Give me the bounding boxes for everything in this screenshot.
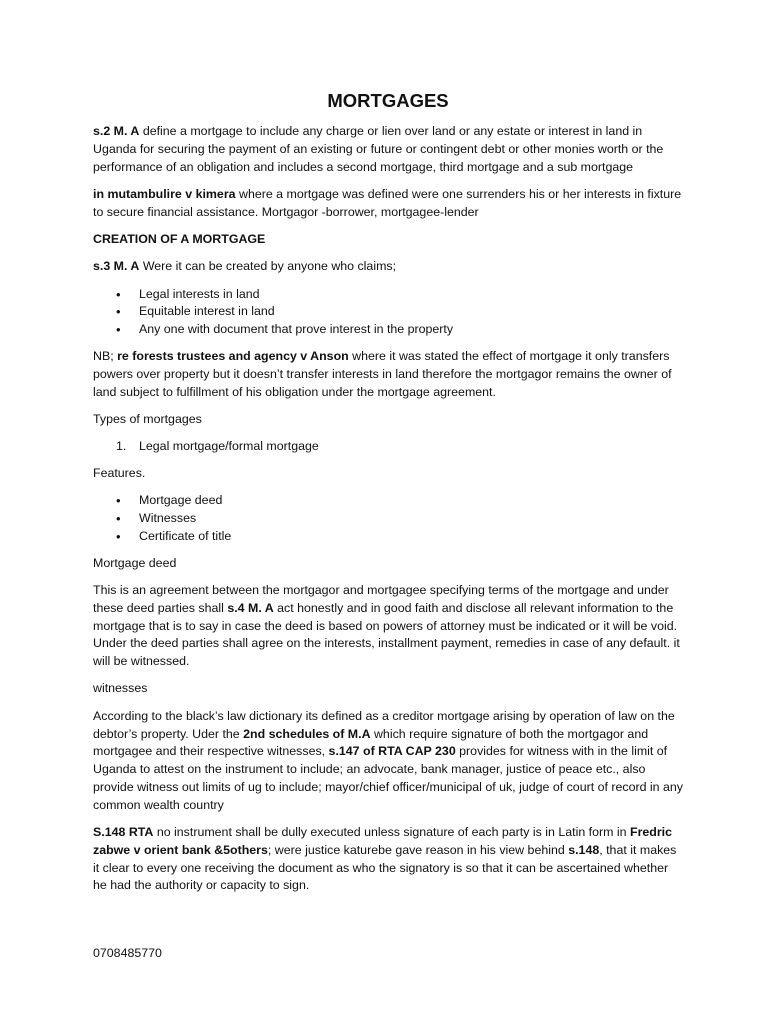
paragraph-text: define a mortgage to include any charge or lien over land or any estate or interest in land in Uganda for securing the payment of an existing or future or contingent debt or other monies worth or the performance of an obligation and includes a second mortgage, third mortgage and a sub mortgage	[93, 124, 664, 174]
list-item: • Witnesses	[139, 510, 683, 528]
paragraph-definition	[93, 123, 683, 176]
paragraph-witnesses: According to the black’s law dictionary its defined as a creditor mortgage arising by operation of law on the debtor’s property. Uder the 2nd schedules of M.A which require signature of both the mortgagor and mortgagee and their respective witnesses, s.147 of RTA CAP 230 provides for witness with in the limit of Uganda to attest on the instrument to include; an advocate, bank manager, justice of peace etc., also provide witness out limits of ug to include; mayor/chief officer/municipal of uk, judge of court of record in any common wealth country	[93, 708, 683, 812]
list-item: • Any one with document that prove interest in the property	[139, 321, 683, 339]
types-heading: Types of mortgages	[93, 411, 202, 426]
paragraph-case	[93, 186, 683, 222]
numbered-list-types	[93, 438, 683, 456]
citation: S.148 RTA	[93, 825, 154, 839]
paragraph-text: where a mortgage was defined were one surrenders his or her interests in fixture to secure financial assistance. Mortgagor -borrower, mortgagee-lender	[93, 186, 682, 219]
case-name: Fredric zabwe v orient bank &5others	[93, 825, 673, 857]
page-title: MORTGAGES	[327, 90, 449, 111]
footer-phone-number: 0708485770	[93, 946, 162, 960]
section-heading-creation: CREATION OF A MORTGAGE	[93, 231, 266, 246]
witnesses-heading: witnesses	[93, 681, 148, 696]
list-item: • Equitable interest in land	[139, 303, 683, 321]
paragraph-text: Were it can be created by anyone who claims;	[139, 259, 397, 274]
citation: s.4 M. A	[227, 600, 274, 615]
case-name: in mutambulire v kimera	[93, 186, 236, 201]
bullet-list-features	[93, 492, 683, 545]
features-heading: Features.	[93, 465, 146, 480]
list-item: • Mortgage deed	[139, 492, 683, 510]
citation: 2nd schedules of M.A	[243, 726, 371, 741]
paragraph-execution: S.148 RTA no instrument shall be dully executed unless signature of each party is in Latin form in Fredric zabwe v orient bank &5others; were justice katurebe gave reason in his view behind s.148, that it makes it clear to every one receiving the document as who the signatory is so that it can be ascertained whether he had the authority or capacity to sign.	[93, 825, 677, 893]
citation: s.147 of RTA CAP 230	[328, 744, 456, 759]
document-body	[93, 88, 683, 905]
list-number: 1.	[116, 439, 127, 454]
paragraph-creation	[93, 258, 683, 276]
case-name: re forests trustees and agency v Anson	[117, 348, 349, 363]
citation: s.148	[568, 842, 600, 857]
list-item: • Legal interests in land	[139, 286, 683, 304]
paragraph-deed: This is an agreement between the mortgagor and mortgagee specifying terms of the mortgage and under these deed parties shall s.4 M. A act honestly and in good faith and disclose all relevant information to the mortgage that is to say in case the deed is based on powers of attorney must be indicated or it will be void. Under the deed parties shall agree on the interests, installment payment, remedies in case of any default. it will be witnessed.	[93, 582, 680, 669]
list-item: 1. Legal mortgage/formal mortgage	[139, 438, 683, 456]
bullet-list-claims	[93, 286, 683, 339]
paragraph-text: where it was stated the effect of mortgage it only transfers powers over property but it doesn’t transfer interests in land therefore the mortgagor remains the owner of land subject to fulfillment of his obligation under the mortgage agreement.	[93, 348, 672, 399]
citation: s.3 M. A	[93, 259, 140, 274]
paragraph-nb: NB; re forests trustees and agency v Anson where it was stated the effect of mortgage it only transfers powers over property but it doesn’t transfer interests in land therefore the mortgagor remains the owner of land subject to fulfillment of his obligation under the mortgage agreement.	[93, 348, 672, 399]
citation: s.2 M. A	[93, 124, 140, 138]
list-item: • Certificate of title	[139, 528, 683, 546]
deed-heading: Mortgage deed	[93, 555, 177, 570]
